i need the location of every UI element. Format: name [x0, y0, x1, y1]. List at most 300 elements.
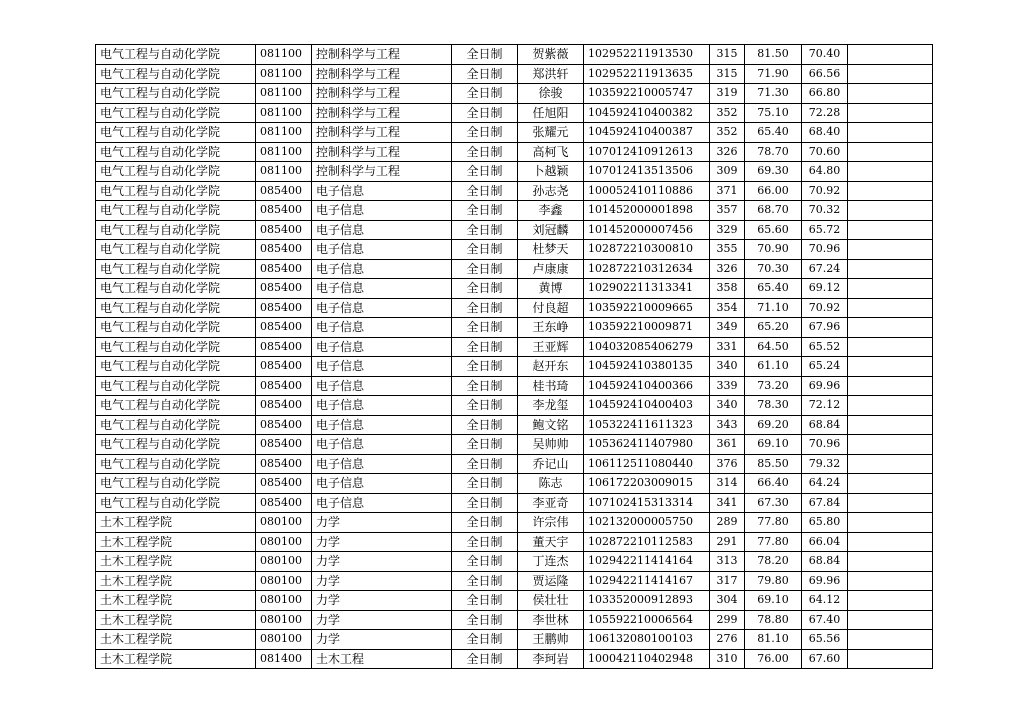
initial-score-cell: 361 — [710, 435, 745, 455]
extra-cell — [848, 84, 933, 104]
major-name-cell: 电子信息 — [312, 376, 452, 396]
student-name-cell: 杜梦天 — [518, 240, 584, 260]
major-name-cell: 控制科学与工程 — [312, 64, 452, 84]
table-row — [96, 591, 933, 611]
major-name-cell: 电子信息 — [312, 474, 452, 494]
candidate-id-cell: 101452000007456 — [584, 220, 710, 240]
major-code-cell: 085400 — [256, 396, 312, 416]
initial-score-cell: 299 — [710, 610, 745, 630]
extra-cell — [848, 181, 933, 201]
candidate-id-cell: 103352000912893 — [584, 591, 710, 611]
college-cell: 电气工程与自动化学院 — [96, 279, 256, 299]
college-cell: 电气工程与自动化学院 — [96, 181, 256, 201]
major-code-cell: 085400 — [256, 493, 312, 513]
table-row — [96, 376, 933, 396]
student-name-cell: 吴帅帅 — [518, 435, 584, 455]
student-name-cell: 鲍文铭 — [518, 415, 584, 435]
study-mode-cell: 全日制 — [452, 201, 518, 221]
total-score-cell: 67.96 — [802, 318, 848, 338]
study-mode-cell: 全日制 — [452, 474, 518, 494]
candidate-id-cell: 102952211913635 — [584, 64, 710, 84]
initial-score-cell: 340 — [710, 357, 745, 377]
extra-cell — [848, 454, 933, 474]
college-cell: 电气工程与自动化学院 — [96, 103, 256, 123]
retest-score-cell: 78.20 — [745, 552, 802, 572]
retest-score-cell: 65.40 — [745, 123, 802, 143]
extra-cell — [848, 337, 933, 357]
candidate-id-cell: 106172203009015 — [584, 474, 710, 494]
student-name-cell: 王鹏帅 — [518, 630, 584, 650]
student-name-cell: 卢康康 — [518, 259, 584, 279]
major-name-cell: 电子信息 — [312, 318, 452, 338]
initial-score-cell: 314 — [710, 474, 745, 494]
extra-cell — [848, 649, 933, 669]
college-cell: 电气工程与自动化学院 — [96, 318, 256, 338]
major-code-cell: 085400 — [256, 259, 312, 279]
initial-score-cell: 310 — [710, 649, 745, 669]
retest-score-cell: 78.30 — [745, 396, 802, 416]
retest-score-cell: 71.30 — [745, 84, 802, 104]
initial-score-cell: 352 — [710, 103, 745, 123]
candidate-id-cell: 102872210112583 — [584, 532, 710, 552]
table-row — [96, 513, 933, 533]
study-mode-cell: 全日制 — [452, 45, 518, 65]
extra-cell — [848, 396, 933, 416]
major-code-cell: 080100 — [256, 513, 312, 533]
total-score-cell: 68.84 — [802, 415, 848, 435]
major-code-cell: 085400 — [256, 201, 312, 221]
college-cell: 土木工程学院 — [96, 610, 256, 630]
major-code-cell: 081100 — [256, 64, 312, 84]
major-name-cell: 电子信息 — [312, 220, 452, 240]
initial-score-cell: 341 — [710, 493, 745, 513]
retest-score-cell: 65.40 — [745, 279, 802, 299]
major-name-cell: 电子信息 — [312, 240, 452, 260]
candidate-id-cell: 101452000001898 — [584, 201, 710, 221]
extra-cell — [848, 220, 933, 240]
study-mode-cell: 全日制 — [452, 357, 518, 377]
major-code-cell: 081400 — [256, 649, 312, 669]
candidate-id-cell: 107102415313314 — [584, 493, 710, 513]
study-mode-cell: 全日制 — [452, 376, 518, 396]
table-row — [96, 123, 933, 143]
initial-score-cell: 349 — [710, 318, 745, 338]
major-code-cell: 080100 — [256, 552, 312, 572]
study-mode-cell: 全日制 — [452, 552, 518, 572]
college-cell: 电气工程与自动化学院 — [96, 201, 256, 221]
student-name-cell: 赵开东 — [518, 357, 584, 377]
candidate-id-cell: 106112511080440 — [584, 454, 710, 474]
extra-cell — [848, 610, 933, 630]
major-code-cell: 080100 — [256, 630, 312, 650]
student-name-cell: 任旭阳 — [518, 103, 584, 123]
extra-cell — [848, 259, 933, 279]
initial-score-cell: 371 — [710, 181, 745, 201]
major-name-cell: 电子信息 — [312, 337, 452, 357]
major-name-cell: 土木工程 — [312, 649, 452, 669]
study-mode-cell: 全日制 — [452, 610, 518, 630]
retest-score-cell: 71.10 — [745, 298, 802, 318]
table-row — [96, 162, 933, 182]
major-name-cell: 力学 — [312, 532, 452, 552]
major-name-cell: 电子信息 — [312, 493, 452, 513]
major-name-cell: 力学 — [312, 513, 452, 533]
major-name-cell: 力学 — [312, 630, 452, 650]
extra-cell — [848, 279, 933, 299]
student-name-cell: 王东峥 — [518, 318, 584, 338]
table-row — [96, 298, 933, 318]
table-row — [96, 45, 933, 65]
major-name-cell: 力学 — [312, 610, 452, 630]
candidate-id-cell: 105362411407980 — [584, 435, 710, 455]
initial-score-cell: 317 — [710, 571, 745, 591]
college-cell: 土木工程学院 — [96, 571, 256, 591]
table-row — [96, 435, 933, 455]
admission-list-table — [95, 44, 933, 669]
total-score-cell: 64.24 — [802, 474, 848, 494]
retest-score-cell: 81.10 — [745, 630, 802, 650]
initial-score-cell: 352 — [710, 123, 745, 143]
major-name-cell: 电子信息 — [312, 279, 452, 299]
table-row — [96, 318, 933, 338]
extra-cell — [848, 415, 933, 435]
retest-score-cell: 66.00 — [745, 181, 802, 201]
college-cell: 电气工程与自动化学院 — [96, 415, 256, 435]
total-score-cell: 65.72 — [802, 220, 848, 240]
total-score-cell: 72.28 — [802, 103, 848, 123]
major-code-cell: 081100 — [256, 123, 312, 143]
study-mode-cell: 全日制 — [452, 591, 518, 611]
initial-score-cell: 340 — [710, 396, 745, 416]
college-cell: 电气工程与自动化学院 — [96, 474, 256, 494]
extra-cell — [848, 142, 933, 162]
retest-score-cell: 78.80 — [745, 610, 802, 630]
candidate-id-cell: 103592210009665 — [584, 298, 710, 318]
student-name-cell: 付良超 — [518, 298, 584, 318]
retest-score-cell: 65.20 — [745, 318, 802, 338]
college-cell: 电气工程与自动化学院 — [96, 493, 256, 513]
major-name-cell: 控制科学与工程 — [312, 142, 452, 162]
college-cell: 电气工程与自动化学院 — [96, 454, 256, 474]
major-name-cell: 控制科学与工程 — [312, 103, 452, 123]
retest-score-cell: 65.60 — [745, 220, 802, 240]
study-mode-cell: 全日制 — [452, 435, 518, 455]
initial-score-cell: 358 — [710, 279, 745, 299]
student-name-cell: 李鑫 — [518, 201, 584, 221]
total-score-cell: 65.80 — [802, 513, 848, 533]
major-code-cell: 085400 — [256, 415, 312, 435]
student-name-cell: 黄博 — [518, 279, 584, 299]
initial-score-cell: 331 — [710, 337, 745, 357]
total-score-cell: 69.96 — [802, 571, 848, 591]
study-mode-cell: 全日制 — [452, 337, 518, 357]
study-mode-cell: 全日制 — [452, 415, 518, 435]
candidate-id-cell: 106132080100103 — [584, 630, 710, 650]
table-row — [96, 142, 933, 162]
retest-score-cell: 64.50 — [745, 337, 802, 357]
major-name-cell: 电子信息 — [312, 415, 452, 435]
extra-cell — [848, 64, 933, 84]
study-mode-cell: 全日制 — [452, 259, 518, 279]
table-row — [96, 474, 933, 494]
table-row — [96, 259, 933, 279]
initial-score-cell: 319 — [710, 84, 745, 104]
initial-score-cell: 343 — [710, 415, 745, 435]
total-score-cell: 67.24 — [802, 259, 848, 279]
total-score-cell: 70.92 — [802, 298, 848, 318]
retest-score-cell: 73.20 — [745, 376, 802, 396]
table-row — [96, 220, 933, 240]
major-code-cell: 080100 — [256, 610, 312, 630]
table-row — [96, 103, 933, 123]
initial-score-cell: 329 — [710, 220, 745, 240]
major-name-cell: 力学 — [312, 591, 452, 611]
candidate-id-cell: 102902211313341 — [584, 279, 710, 299]
total-score-cell: 70.96 — [802, 435, 848, 455]
initial-score-cell: 289 — [710, 513, 745, 533]
major-code-cell: 085400 — [256, 357, 312, 377]
extra-cell — [848, 103, 933, 123]
college-cell: 电气工程与自动化学院 — [96, 357, 256, 377]
study-mode-cell: 全日制 — [452, 493, 518, 513]
major-code-cell: 085400 — [256, 298, 312, 318]
total-score-cell: 65.56 — [802, 630, 848, 650]
candidate-id-cell: 104592410400382 — [584, 103, 710, 123]
candidate-id-cell: 104592410380135 — [584, 357, 710, 377]
study-mode-cell: 全日制 — [452, 162, 518, 182]
candidate-id-cell: 102132000005750 — [584, 513, 710, 533]
extra-cell — [848, 571, 933, 591]
study-mode-cell: 全日制 — [452, 571, 518, 591]
initial-score-cell: 315 — [710, 64, 745, 84]
student-name-cell: 李龙玺 — [518, 396, 584, 416]
student-name-cell: 贺紫薇 — [518, 45, 584, 65]
extra-cell — [848, 240, 933, 260]
retest-score-cell: 70.30 — [745, 259, 802, 279]
total-score-cell: 69.96 — [802, 376, 848, 396]
college-cell: 土木工程学院 — [96, 649, 256, 669]
table-row — [96, 571, 933, 591]
table-row — [96, 181, 933, 201]
study-mode-cell: 全日制 — [452, 454, 518, 474]
college-cell: 电气工程与自动化学院 — [96, 142, 256, 162]
college-cell: 电气工程与自动化学院 — [96, 162, 256, 182]
total-score-cell: 70.60 — [802, 142, 848, 162]
college-cell: 电气工程与自动化学院 — [96, 220, 256, 240]
college-cell: 电气工程与自动化学院 — [96, 298, 256, 318]
retest-score-cell: 81.50 — [745, 45, 802, 65]
student-name-cell: 卜越颖 — [518, 162, 584, 182]
initial-score-cell: 304 — [710, 591, 745, 611]
initial-score-cell: 354 — [710, 298, 745, 318]
major-code-cell: 085400 — [256, 474, 312, 494]
student-name-cell: 陈志 — [518, 474, 584, 494]
initial-score-cell: 315 — [710, 45, 745, 65]
table-body — [96, 45, 933, 669]
total-score-cell: 65.52 — [802, 337, 848, 357]
retest-score-cell: 69.20 — [745, 415, 802, 435]
major-name-cell: 电子信息 — [312, 454, 452, 474]
initial-score-cell: 276 — [710, 630, 745, 650]
candidate-id-cell: 100042110402948 — [584, 649, 710, 669]
college-cell: 电气工程与自动化学院 — [96, 84, 256, 104]
student-name-cell: 李亚奇 — [518, 493, 584, 513]
candidate-id-cell: 103592210005747 — [584, 84, 710, 104]
major-code-cell: 085400 — [256, 435, 312, 455]
major-name-cell: 力学 — [312, 552, 452, 572]
major-code-cell: 081100 — [256, 103, 312, 123]
total-score-cell: 66.56 — [802, 64, 848, 84]
table-row — [96, 64, 933, 84]
total-score-cell: 67.60 — [802, 649, 848, 669]
major-name-cell: 电子信息 — [312, 357, 452, 377]
study-mode-cell: 全日制 — [452, 103, 518, 123]
student-name-cell: 丁连杰 — [518, 552, 584, 572]
extra-cell — [848, 357, 933, 377]
retest-score-cell: 76.00 — [745, 649, 802, 669]
retest-score-cell: 77.80 — [745, 532, 802, 552]
college-cell: 电气工程与自动化学院 — [96, 435, 256, 455]
extra-cell — [848, 435, 933, 455]
table-row — [96, 279, 933, 299]
major-name-cell: 电子信息 — [312, 396, 452, 416]
college-cell: 土木工程学院 — [96, 552, 256, 572]
major-code-cell: 081100 — [256, 84, 312, 104]
major-name-cell: 电子信息 — [312, 201, 452, 221]
initial-score-cell: 326 — [710, 142, 745, 162]
table-row — [96, 630, 933, 650]
total-score-cell: 79.32 — [802, 454, 848, 474]
major-code-cell: 085400 — [256, 279, 312, 299]
college-cell: 电气工程与自动化学院 — [96, 396, 256, 416]
study-mode-cell: 全日制 — [452, 220, 518, 240]
extra-cell — [848, 123, 933, 143]
candidate-id-cell: 105592210006564 — [584, 610, 710, 630]
table-row — [96, 357, 933, 377]
study-mode-cell: 全日制 — [452, 649, 518, 669]
table-row — [96, 201, 933, 221]
extra-cell — [848, 513, 933, 533]
student-name-cell: 许宗伟 — [518, 513, 584, 533]
total-score-cell: 66.80 — [802, 84, 848, 104]
table-row — [96, 337, 933, 357]
major-name-cell: 控制科学与工程 — [312, 45, 452, 65]
major-name-cell: 控制科学与工程 — [312, 123, 452, 143]
retest-score-cell: 71.90 — [745, 64, 802, 84]
major-name-cell: 控制科学与工程 — [312, 162, 452, 182]
candidate-id-cell: 104592410400403 — [584, 396, 710, 416]
retest-score-cell: 69.10 — [745, 591, 802, 611]
study-mode-cell: 全日制 — [452, 279, 518, 299]
major-name-cell: 电子信息 — [312, 435, 452, 455]
study-mode-cell: 全日制 — [452, 298, 518, 318]
study-mode-cell: 全日制 — [452, 181, 518, 201]
student-name-cell: 徐骏 — [518, 84, 584, 104]
retest-score-cell: 67.30 — [745, 493, 802, 513]
major-code-cell: 085400 — [256, 220, 312, 240]
total-score-cell: 67.84 — [802, 493, 848, 513]
table-row — [96, 454, 933, 474]
study-mode-cell: 全日制 — [452, 513, 518, 533]
table-row — [96, 552, 933, 572]
student-name-cell: 郑洪轩 — [518, 64, 584, 84]
total-score-cell: 64.80 — [802, 162, 848, 182]
college-cell: 土木工程学院 — [96, 513, 256, 533]
student-name-cell: 孙志尧 — [518, 181, 584, 201]
retest-score-cell: 79.80 — [745, 571, 802, 591]
major-code-cell: 085400 — [256, 181, 312, 201]
major-code-cell: 085400 — [256, 337, 312, 357]
initial-score-cell: 355 — [710, 240, 745, 260]
study-mode-cell: 全日制 — [452, 396, 518, 416]
major-code-cell: 085400 — [256, 454, 312, 474]
total-score-cell: 69.12 — [802, 279, 848, 299]
study-mode-cell: 全日制 — [452, 142, 518, 162]
college-cell: 电气工程与自动化学院 — [96, 64, 256, 84]
retest-score-cell: 70.90 — [745, 240, 802, 260]
college-cell: 土木工程学院 — [96, 532, 256, 552]
retest-score-cell: 68.70 — [745, 201, 802, 221]
initial-score-cell: 291 — [710, 532, 745, 552]
extra-cell — [848, 201, 933, 221]
table-row — [96, 415, 933, 435]
student-name-cell: 乔记山 — [518, 454, 584, 474]
college-cell: 电气工程与自动化学院 — [96, 45, 256, 65]
retest-score-cell: 69.10 — [745, 435, 802, 455]
total-score-cell: 70.92 — [802, 181, 848, 201]
major-code-cell: 080100 — [256, 571, 312, 591]
student-name-cell: 张耀元 — [518, 123, 584, 143]
retest-score-cell: 75.10 — [745, 103, 802, 123]
candidate-id-cell: 102942211414167 — [584, 571, 710, 591]
major-name-cell: 电子信息 — [312, 259, 452, 279]
study-mode-cell: 全日制 — [452, 630, 518, 650]
total-score-cell: 67.40 — [802, 610, 848, 630]
retest-score-cell: 61.10 — [745, 357, 802, 377]
retest-score-cell: 77.80 — [745, 513, 802, 533]
initial-score-cell: 339 — [710, 376, 745, 396]
student-name-cell: 王亚辉 — [518, 337, 584, 357]
extra-cell — [848, 591, 933, 611]
total-score-cell: 68.40 — [802, 123, 848, 143]
initial-score-cell: 313 — [710, 552, 745, 572]
candidate-id-cell: 102872210300810 — [584, 240, 710, 260]
extra-cell — [848, 493, 933, 513]
major-name-cell: 控制科学与工程 — [312, 84, 452, 104]
table-row — [96, 396, 933, 416]
table-row — [96, 532, 933, 552]
retest-score-cell: 85.50 — [745, 454, 802, 474]
college-cell: 土木工程学院 — [96, 630, 256, 650]
student-name-cell: 李珂岩 — [518, 649, 584, 669]
student-name-cell: 桂书琦 — [518, 376, 584, 396]
student-name-cell: 李世林 — [518, 610, 584, 630]
initial-score-cell: 326 — [710, 259, 745, 279]
major-code-cell: 085400 — [256, 240, 312, 260]
student-name-cell: 刘冠麟 — [518, 220, 584, 240]
candidate-id-cell: 104032085406279 — [584, 337, 710, 357]
extra-cell — [848, 630, 933, 650]
study-mode-cell: 全日制 — [452, 532, 518, 552]
table-row — [96, 240, 933, 260]
candidate-id-cell: 102952211913530 — [584, 45, 710, 65]
study-mode-cell: 全日制 — [452, 240, 518, 260]
extra-cell — [848, 376, 933, 396]
retest-score-cell: 69.30 — [745, 162, 802, 182]
extra-cell — [848, 552, 933, 572]
college-cell: 电气工程与自动化学院 — [96, 337, 256, 357]
major-code-cell: 080100 — [256, 591, 312, 611]
